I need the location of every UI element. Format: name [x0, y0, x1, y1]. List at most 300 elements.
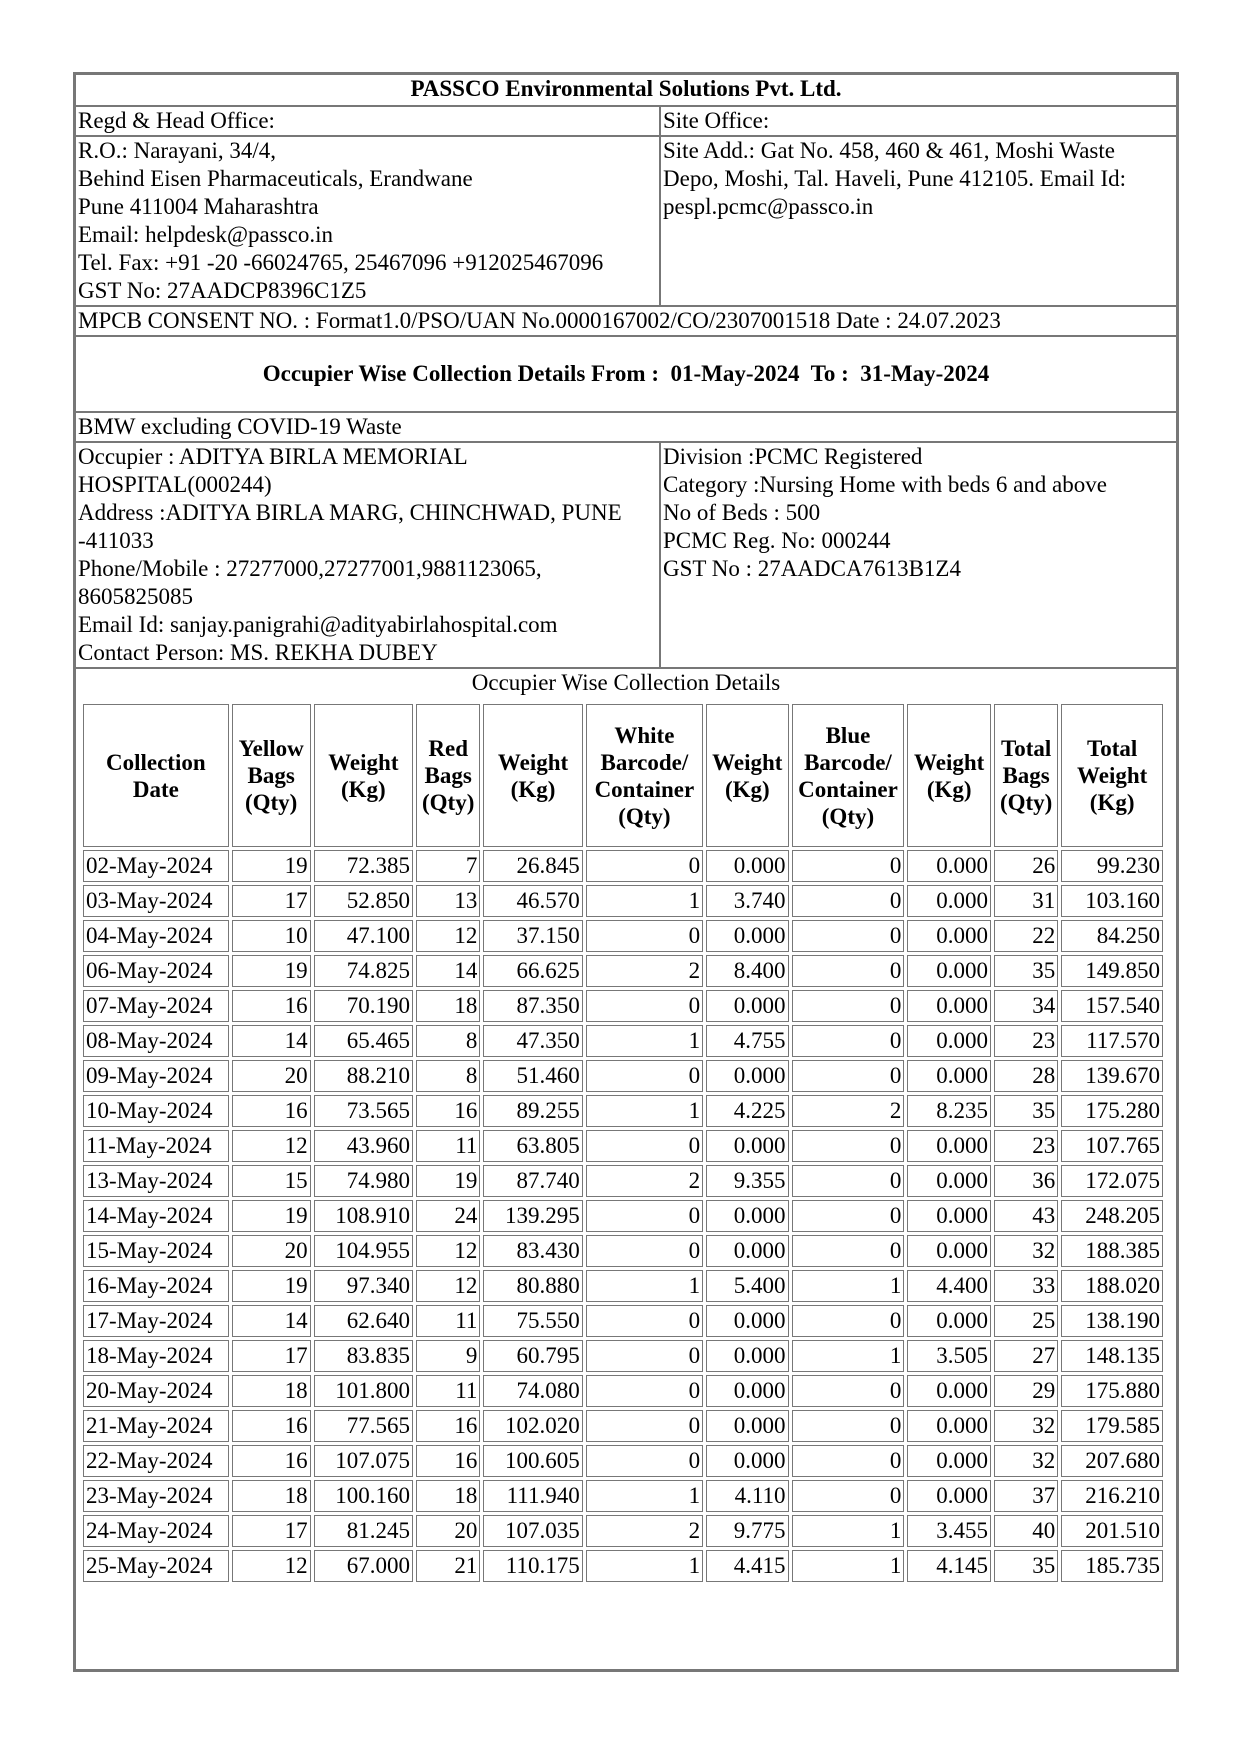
cell-red-weight: 139.295	[483, 1200, 582, 1232]
head-office-line: Behind Eisen Pharmaceuticals, Erandwane	[78, 166, 473, 191]
cell-yellow-bags: 16	[232, 1445, 311, 1477]
cell-white-weight: 0.000	[706, 1410, 788, 1442]
cell-red-bags: 11	[416, 1130, 480, 1162]
cell-red-weight: 80.880	[483, 1270, 582, 1302]
cell-total-weight: 117.570	[1061, 1025, 1163, 1057]
column-header-text: (Qty)	[422, 790, 475, 815]
cell-yellow-bags: 20	[232, 1235, 311, 1267]
column-header-text: Blue	[825, 722, 871, 748]
cell-total-weight: 175.280	[1061, 1095, 1163, 1127]
head-office-line: R.O.: Narayani, 34/4,	[78, 138, 277, 163]
column-header-text: Yellow	[238, 736, 304, 761]
column-header-text: Weight	[712, 749, 783, 775]
cell-white-container: 0	[586, 1130, 703, 1162]
cell-total-bags: 25	[994, 1305, 1058, 1337]
table-row	[83, 1550, 1163, 1582]
column-header-white-weight	[706, 704, 788, 847]
occupier-name: Occupier : ADITYA BIRLA MEMORIAL HOSPITAL(000244)	[78, 444, 467, 497]
division: Division :PCMC Registered	[663, 444, 923, 469]
cell-yellow-weight: 47.100	[314, 920, 413, 952]
occupier-gst: GST No : 27AADCA7613B1Z4	[663, 556, 961, 581]
cell-red-weight: 47.350	[483, 1025, 582, 1057]
column-header-text: (Kg)	[724, 776, 770, 802]
company-name: PASSCO Environmental Solutions Pvt. Ltd.	[75, 74, 1177, 106]
cell-white-container: 2	[586, 955, 703, 987]
column-header-text: Barcode/	[600, 749, 689, 775]
column-header-yellow-weight	[314, 704, 413, 847]
site-office-address: Site Add.: Gat No. 458, 460 & 461, Moshi Waste Depo, Moshi, Tal. Haveli, Pune 412105. Email Id: pespl.pcmc@passco.in	[660, 136, 1177, 306]
cell-red-weight: 83.430	[483, 1235, 582, 1267]
column-header-total-bags	[994, 704, 1058, 847]
column-header-text: Container	[798, 776, 898, 802]
cell-red-bags: 18	[416, 1480, 480, 1512]
cell-blue-container: 1	[792, 1270, 905, 1302]
cell-yellow-weight: 81.245	[314, 1515, 413, 1547]
cell-collection-date: 06-May-2024	[83, 955, 229, 987]
cell-blue-container: 0	[792, 955, 905, 987]
cell-white-weight: 0.000	[706, 850, 788, 882]
table-row	[83, 850, 1163, 882]
cell-red-bags: 19	[416, 1165, 480, 1197]
cell-blue-weight: 0.000	[907, 1305, 991, 1337]
cell-yellow-bags: 17	[232, 1515, 311, 1547]
table-row	[83, 1445, 1163, 1477]
cell-yellow-bags: 16	[232, 1095, 311, 1127]
cell-blue-container: 0	[792, 1305, 905, 1337]
cell-yellow-bags: 19	[232, 1200, 311, 1232]
cell-total-weight: 157.540	[1061, 990, 1163, 1022]
cell-collection-date: 17-May-2024	[83, 1305, 229, 1337]
cell-white-weight: 0.000	[706, 1235, 788, 1267]
cell-blue-weight: 0.000	[907, 885, 991, 917]
cell-white-weight: 4.415	[706, 1550, 788, 1582]
cell-blue-weight: 8.235	[907, 1095, 991, 1127]
table-row	[83, 1235, 1163, 1267]
cell-red-bags: 24	[416, 1200, 480, 1232]
cell-yellow-weight: 100.160	[314, 1480, 413, 1512]
cell-yellow-weight: 108.910	[314, 1200, 413, 1232]
cell-total-weight: 179.585	[1061, 1410, 1163, 1442]
table-row	[83, 1340, 1163, 1372]
cell-yellow-weight: 74.825	[314, 955, 413, 987]
cell-yellow-weight: 65.465	[314, 1025, 413, 1057]
cell-blue-container: 0	[792, 1130, 905, 1162]
cell-red-weight: 26.845	[483, 850, 582, 882]
cell-white-container: 1	[586, 1550, 703, 1582]
cell-blue-container: 0	[792, 990, 905, 1022]
head-office-email: Email: helpdesk@passco.in	[78, 222, 333, 247]
cell-white-weight: 0.000	[706, 1375, 788, 1407]
cell-red-bags: 21	[416, 1550, 480, 1582]
cell-total-bags: 40	[994, 1515, 1058, 1547]
cell-yellow-bags: 12	[232, 1550, 311, 1582]
cell-blue-weight: 0.000	[907, 1235, 991, 1267]
occupier-phone: Phone/Mobile : 27277000,27277001,9881123065, 8605825085	[78, 556, 542, 609]
cell-blue-container: 0	[792, 1200, 905, 1232]
table-row	[83, 1375, 1163, 1407]
cell-red-weight: 75.550	[483, 1305, 582, 1337]
consent-number: MPCB CONSENT NO. : Format1.0/PSO/UAN No.0000167002/CO/2307001518 Date : 24.07.2023	[75, 306, 1177, 336]
cell-collection-date: 09-May-2024	[83, 1060, 229, 1092]
column-header-text: Date	[132, 776, 179, 802]
cell-total-weight: 188.020	[1061, 1270, 1163, 1302]
cell-total-weight: 201.510	[1061, 1515, 1163, 1547]
cell-yellow-bags: 12	[232, 1130, 311, 1162]
table-row	[83, 885, 1163, 917]
table-row	[83, 1515, 1163, 1547]
cell-total-weight: 107.765	[1061, 1130, 1163, 1162]
cell-blue-container: 0	[792, 1165, 905, 1197]
table-row	[83, 1025, 1163, 1057]
cell-red-bags: 12	[416, 1235, 480, 1267]
cell-red-bags: 11	[416, 1305, 480, 1337]
cell-blue-weight: 0.000	[907, 1480, 991, 1512]
cell-red-bags: 12	[416, 1270, 480, 1302]
cell-total-weight: 139.670	[1061, 1060, 1163, 1092]
cell-yellow-bags: 18	[232, 1375, 311, 1407]
cell-total-bags: 23	[994, 1025, 1058, 1057]
cell-blue-container: 0	[792, 1445, 905, 1477]
cell-red-weight: 100.605	[483, 1445, 582, 1477]
waste-type: BMW excluding COVID-19 Waste	[75, 412, 1177, 442]
cell-collection-date: 04-May-2024	[83, 920, 229, 952]
no-of-beds: No of Beds : 500	[663, 500, 821, 525]
column-header-total-weight	[1061, 704, 1163, 847]
cell-blue-container: 0	[792, 1375, 905, 1407]
cell-white-container: 2	[586, 1515, 703, 1547]
cell-yellow-bags: 14	[232, 1305, 311, 1337]
cell-white-weight: 9.355	[706, 1165, 788, 1197]
cell-total-weight: 185.735	[1061, 1550, 1163, 1582]
table-body	[83, 850, 1163, 1582]
cell-red-weight: 87.740	[483, 1165, 582, 1197]
cell-white-weight: 3.740	[706, 885, 788, 917]
cell-collection-date: 22-May-2024	[83, 1445, 229, 1477]
cell-blue-weight: 4.400	[907, 1270, 991, 1302]
pcmc-reg-no: PCMC Reg. No: 000244	[663, 528, 891, 553]
cell-yellow-bags: 14	[232, 1025, 311, 1057]
cell-blue-container: 0	[792, 1025, 905, 1057]
cell-yellow-bags: 20	[232, 1060, 311, 1092]
cell-collection-date: 11-May-2024	[83, 1130, 229, 1162]
column-header-text: Weight	[328, 749, 399, 775]
table-header-row	[83, 704, 1163, 847]
cell-white-weight: 4.755	[706, 1025, 788, 1057]
cell-blue-container: 1	[792, 1340, 905, 1372]
column-header-text: Weight	[1077, 763, 1148, 788]
cell-total-bags: 23	[994, 1130, 1058, 1162]
table-row	[83, 1060, 1163, 1092]
cell-collection-date: 08-May-2024	[83, 1025, 229, 1057]
cell-collection-date: 24-May-2024	[83, 1515, 229, 1547]
cell-yellow-weight: 77.565	[314, 1410, 413, 1442]
cell-blue-weight: 3.455	[907, 1515, 991, 1547]
column-header-text: Weight	[914, 749, 985, 775]
cell-blue-container: 1	[792, 1515, 905, 1547]
cell-yellow-bags: 10	[232, 920, 311, 952]
column-header-blue-weight	[907, 704, 991, 847]
cell-white-weight: 0.000	[706, 990, 788, 1022]
collection-table	[80, 701, 1166, 1585]
cell-total-bags: 43	[994, 1200, 1058, 1232]
cell-yellow-weight: 101.800	[314, 1375, 413, 1407]
column-header-text: Bags	[247, 763, 295, 788]
cell-red-bags: 20	[416, 1515, 480, 1547]
site-office-label: Site Office:	[660, 106, 1177, 136]
cell-blue-weight: 0.000	[907, 1200, 991, 1232]
column-header-text: White	[614, 722, 675, 748]
column-header-collection-date	[83, 704, 229, 847]
cell-yellow-weight: 83.835	[314, 1340, 413, 1372]
cell-total-bags: 29	[994, 1375, 1058, 1407]
cell-white-container: 0	[586, 990, 703, 1022]
cell-blue-weight: 0.000	[907, 955, 991, 987]
cell-yellow-weight: 62.640	[314, 1305, 413, 1337]
cell-collection-date: 23-May-2024	[83, 1480, 229, 1512]
cell-total-weight: 103.160	[1061, 885, 1163, 917]
column-header-text: (Qty)	[618, 803, 671, 829]
column-header-text: Bags	[424, 763, 472, 788]
cell-yellow-bags: 19	[232, 1270, 311, 1302]
cell-blue-container: 0	[792, 850, 905, 882]
head-office-label: Regd & Head Office:	[75, 106, 660, 136]
cell-white-weight: 4.225	[706, 1095, 788, 1127]
column-header-red-weight	[483, 704, 582, 847]
cell-blue-weight: 0.000	[907, 1025, 991, 1057]
cell-total-bags: 35	[994, 1095, 1058, 1127]
cell-total-bags: 31	[994, 885, 1058, 917]
cell-total-bags: 32	[994, 1410, 1058, 1442]
cell-white-weight: 0.000	[706, 1445, 788, 1477]
cell-yellow-bags: 17	[232, 1340, 311, 1372]
head-office-gst: GST No: 27AADCP8396C1Z5	[78, 278, 367, 303]
cell-yellow-weight: 104.955	[314, 1235, 413, 1267]
table-row	[83, 1200, 1163, 1232]
details-title: Occupier Wise Collection Details	[471, 670, 781, 695]
cell-total-weight: 138.190	[1061, 1305, 1163, 1337]
cell-white-container: 0	[586, 920, 703, 952]
cell-yellow-bags: 18	[232, 1480, 311, 1512]
cell-blue-weight: 0.000	[907, 1130, 991, 1162]
cell-red-bags: 8	[416, 1060, 480, 1092]
cell-total-bags: 27	[994, 1340, 1058, 1372]
cell-red-weight: 46.570	[483, 885, 582, 917]
cell-yellow-bags: 16	[232, 990, 311, 1022]
cell-collection-date: 18-May-2024	[83, 1340, 229, 1372]
head-office-line: Pune 411004 Maharashtra	[78, 194, 319, 219]
cell-collection-date: 16-May-2024	[83, 1270, 229, 1302]
column-header-yellow-bags	[232, 704, 311, 847]
cell-blue-weight: 0.000	[907, 1445, 991, 1477]
cell-red-weight: 102.020	[483, 1410, 582, 1442]
cell-collection-date: 07-May-2024	[83, 990, 229, 1022]
cell-red-weight: 74.080	[483, 1375, 582, 1407]
cell-total-weight: 248.205	[1061, 1200, 1163, 1232]
cell-blue-container: 0	[792, 920, 905, 952]
cell-total-bags: 28	[994, 1060, 1058, 1092]
column-header-text: (Kg)	[510, 776, 556, 802]
division-details	[660, 442, 1177, 668]
cell-white-container: 2	[586, 1165, 703, 1197]
cell-white-container: 1	[586, 1025, 703, 1057]
cell-white-weight: 0.000	[706, 1305, 788, 1337]
cell-red-bags: 12	[416, 920, 480, 952]
cell-red-bags: 16	[416, 1410, 480, 1442]
cell-red-weight: 111.940	[483, 1480, 582, 1512]
cell-white-container: 0	[586, 1200, 703, 1232]
cell-blue-weight: 0.000	[907, 1165, 991, 1197]
column-header-blue-container	[792, 704, 905, 847]
cell-red-weight: 63.805	[483, 1130, 582, 1162]
cell-blue-container: 2	[792, 1095, 905, 1127]
cell-yellow-weight: 73.565	[314, 1095, 413, 1127]
cell-collection-date: 02-May-2024	[83, 850, 229, 882]
cell-red-weight: 37.150	[483, 920, 582, 952]
cell-yellow-bags: 15	[232, 1165, 311, 1197]
collection-report	[73, 72, 1175, 1672]
cell-yellow-weight: 74.980	[314, 1165, 413, 1197]
cell-collection-date: 21-May-2024	[83, 1410, 229, 1442]
cell-white-weight: 8.400	[706, 955, 788, 987]
cell-total-bags: 32	[994, 1445, 1058, 1477]
cell-white-container: 1	[586, 885, 703, 917]
cell-blue-weight: 0.000	[907, 1060, 991, 1092]
cell-collection-date: 25-May-2024	[83, 1550, 229, 1582]
cell-yellow-bags: 19	[232, 955, 311, 987]
cell-white-container: 0	[586, 850, 703, 882]
cell-collection-date: 20-May-2024	[83, 1375, 229, 1407]
cell-blue-weight: 4.145	[907, 1550, 991, 1582]
cell-blue-weight: 0.000	[907, 850, 991, 882]
head-office-address	[75, 136, 660, 306]
cell-white-weight: 0.000	[706, 1200, 788, 1232]
cell-collection-date: 03-May-2024	[83, 885, 229, 917]
cell-blue-container: 0	[792, 885, 905, 917]
cell-red-bags: 8	[416, 1025, 480, 1057]
table-row	[83, 1305, 1163, 1337]
cell-blue-container: 0	[792, 1060, 905, 1092]
cell-collection-date: 14-May-2024	[83, 1200, 229, 1232]
cell-blue-container: 0	[792, 1410, 905, 1442]
table-row	[83, 955, 1163, 987]
column-header-red-bags	[416, 704, 480, 847]
cell-total-weight: 148.135	[1061, 1340, 1163, 1372]
cell-red-bags: 14	[416, 955, 480, 987]
column-header-text: Total	[1087, 736, 1138, 761]
cell-yellow-bags: 16	[232, 1410, 311, 1442]
cell-white-container: 1	[586, 1270, 703, 1302]
cell-white-container: 0	[586, 1305, 703, 1337]
cell-total-weight: 149.850	[1061, 955, 1163, 987]
cell-collection-date: 13-May-2024	[83, 1165, 229, 1197]
occupier-contact: Contact Person: MS. REKHA DUBEY	[78, 640, 438, 665]
cell-white-container: 0	[586, 1445, 703, 1477]
category: Category :Nursing Home with beds 6 and above	[663, 472, 1107, 497]
column-header-text: Total	[1000, 736, 1052, 761]
cell-red-bags: 18	[416, 990, 480, 1022]
cell-yellow-weight: 67.000	[314, 1550, 413, 1582]
cell-yellow-bags: 19	[232, 850, 311, 882]
table-row	[83, 920, 1163, 952]
cell-total-bags: 26	[994, 850, 1058, 882]
cell-white-weight: 0.000	[706, 1060, 788, 1092]
cell-total-bags: 36	[994, 1165, 1058, 1197]
column-header-text: Barcode/	[804, 749, 892, 775]
cell-blue-weight: 0.000	[907, 1410, 991, 1442]
report-table	[73, 72, 1179, 1672]
cell-white-weight: 0.000	[706, 1130, 788, 1162]
cell-red-bags: 9	[416, 1340, 480, 1372]
cell-white-container: 0	[586, 1340, 703, 1372]
cell-blue-weight: 0.000	[907, 1375, 991, 1407]
cell-blue-container: 0	[792, 1235, 905, 1267]
cell-red-weight: 110.175	[483, 1550, 582, 1582]
cell-total-weight: 84.250	[1061, 920, 1163, 952]
cell-red-bags: 16	[416, 1095, 480, 1127]
cell-red-weight: 66.625	[483, 955, 582, 987]
cell-white-container: 0	[586, 1375, 703, 1407]
cell-yellow-weight: 52.850	[314, 885, 413, 917]
table-row	[83, 1095, 1163, 1127]
collection-section	[75, 668, 1177, 1670]
cell-white-weight: 4.110	[706, 1480, 788, 1512]
cell-total-weight: 216.210	[1061, 1480, 1163, 1512]
cell-yellow-bags: 17	[232, 885, 311, 917]
column-header-text: Collection	[105, 749, 206, 775]
cell-red-weight: 60.795	[483, 1340, 582, 1372]
column-header-text: (Qty)	[999, 790, 1053, 815]
report-period: Occupier Wise Collection Details From : 01-May-2024 To : 31-May-2024	[75, 336, 1177, 412]
cell-white-container: 0	[586, 1235, 703, 1267]
cell-red-weight: 87.350	[483, 990, 582, 1022]
cell-total-bags: 32	[994, 1235, 1058, 1267]
column-header-text: Bags	[1002, 763, 1050, 788]
cell-total-bags: 35	[994, 955, 1058, 987]
cell-red-weight: 107.035	[483, 1515, 582, 1547]
cell-yellow-weight: 72.385	[314, 850, 413, 882]
cell-blue-container: 0	[792, 1480, 905, 1512]
cell-blue-weight: 3.505	[907, 1340, 991, 1372]
cell-total-weight: 207.680	[1061, 1445, 1163, 1477]
cell-total-bags: 35	[994, 1550, 1058, 1582]
column-header-text: (Qty)	[244, 790, 298, 815]
cell-white-container: 0	[586, 1410, 703, 1442]
cell-white-container: 0	[586, 1060, 703, 1092]
column-header-text: (Kg)	[926, 776, 972, 802]
cell-total-weight: 172.075	[1061, 1165, 1163, 1197]
cell-total-bags: 33	[994, 1270, 1058, 1302]
cell-blue-container: 1	[792, 1550, 905, 1582]
cell-white-weight: 0.000	[706, 920, 788, 952]
cell-blue-weight: 0.000	[907, 990, 991, 1022]
cell-red-weight: 89.255	[483, 1095, 582, 1127]
cell-blue-weight: 0.000	[907, 920, 991, 952]
occupier-address: Address :ADITYA BIRLA MARG, CHINCHWAD, PUNE -411033	[78, 500, 622, 553]
cell-yellow-weight: 88.210	[314, 1060, 413, 1092]
cell-total-weight: 99.230	[1061, 850, 1163, 882]
cell-red-bags: 11	[416, 1375, 480, 1407]
column-header-text: (Kg)	[340, 776, 386, 802]
table-row	[83, 1480, 1163, 1512]
occupier-email: Email Id: sanjay.panigrahi@adityabirlahospital.com	[78, 612, 558, 637]
table-row	[83, 1410, 1163, 1442]
cell-total-weight: 175.880	[1061, 1375, 1163, 1407]
cell-white-container: 1	[586, 1480, 703, 1512]
column-header-text: (Qty)	[821, 803, 875, 829]
cell-yellow-weight: 107.075	[314, 1445, 413, 1477]
cell-yellow-weight: 43.960	[314, 1130, 413, 1162]
cell-collection-date: 10-May-2024	[83, 1095, 229, 1127]
